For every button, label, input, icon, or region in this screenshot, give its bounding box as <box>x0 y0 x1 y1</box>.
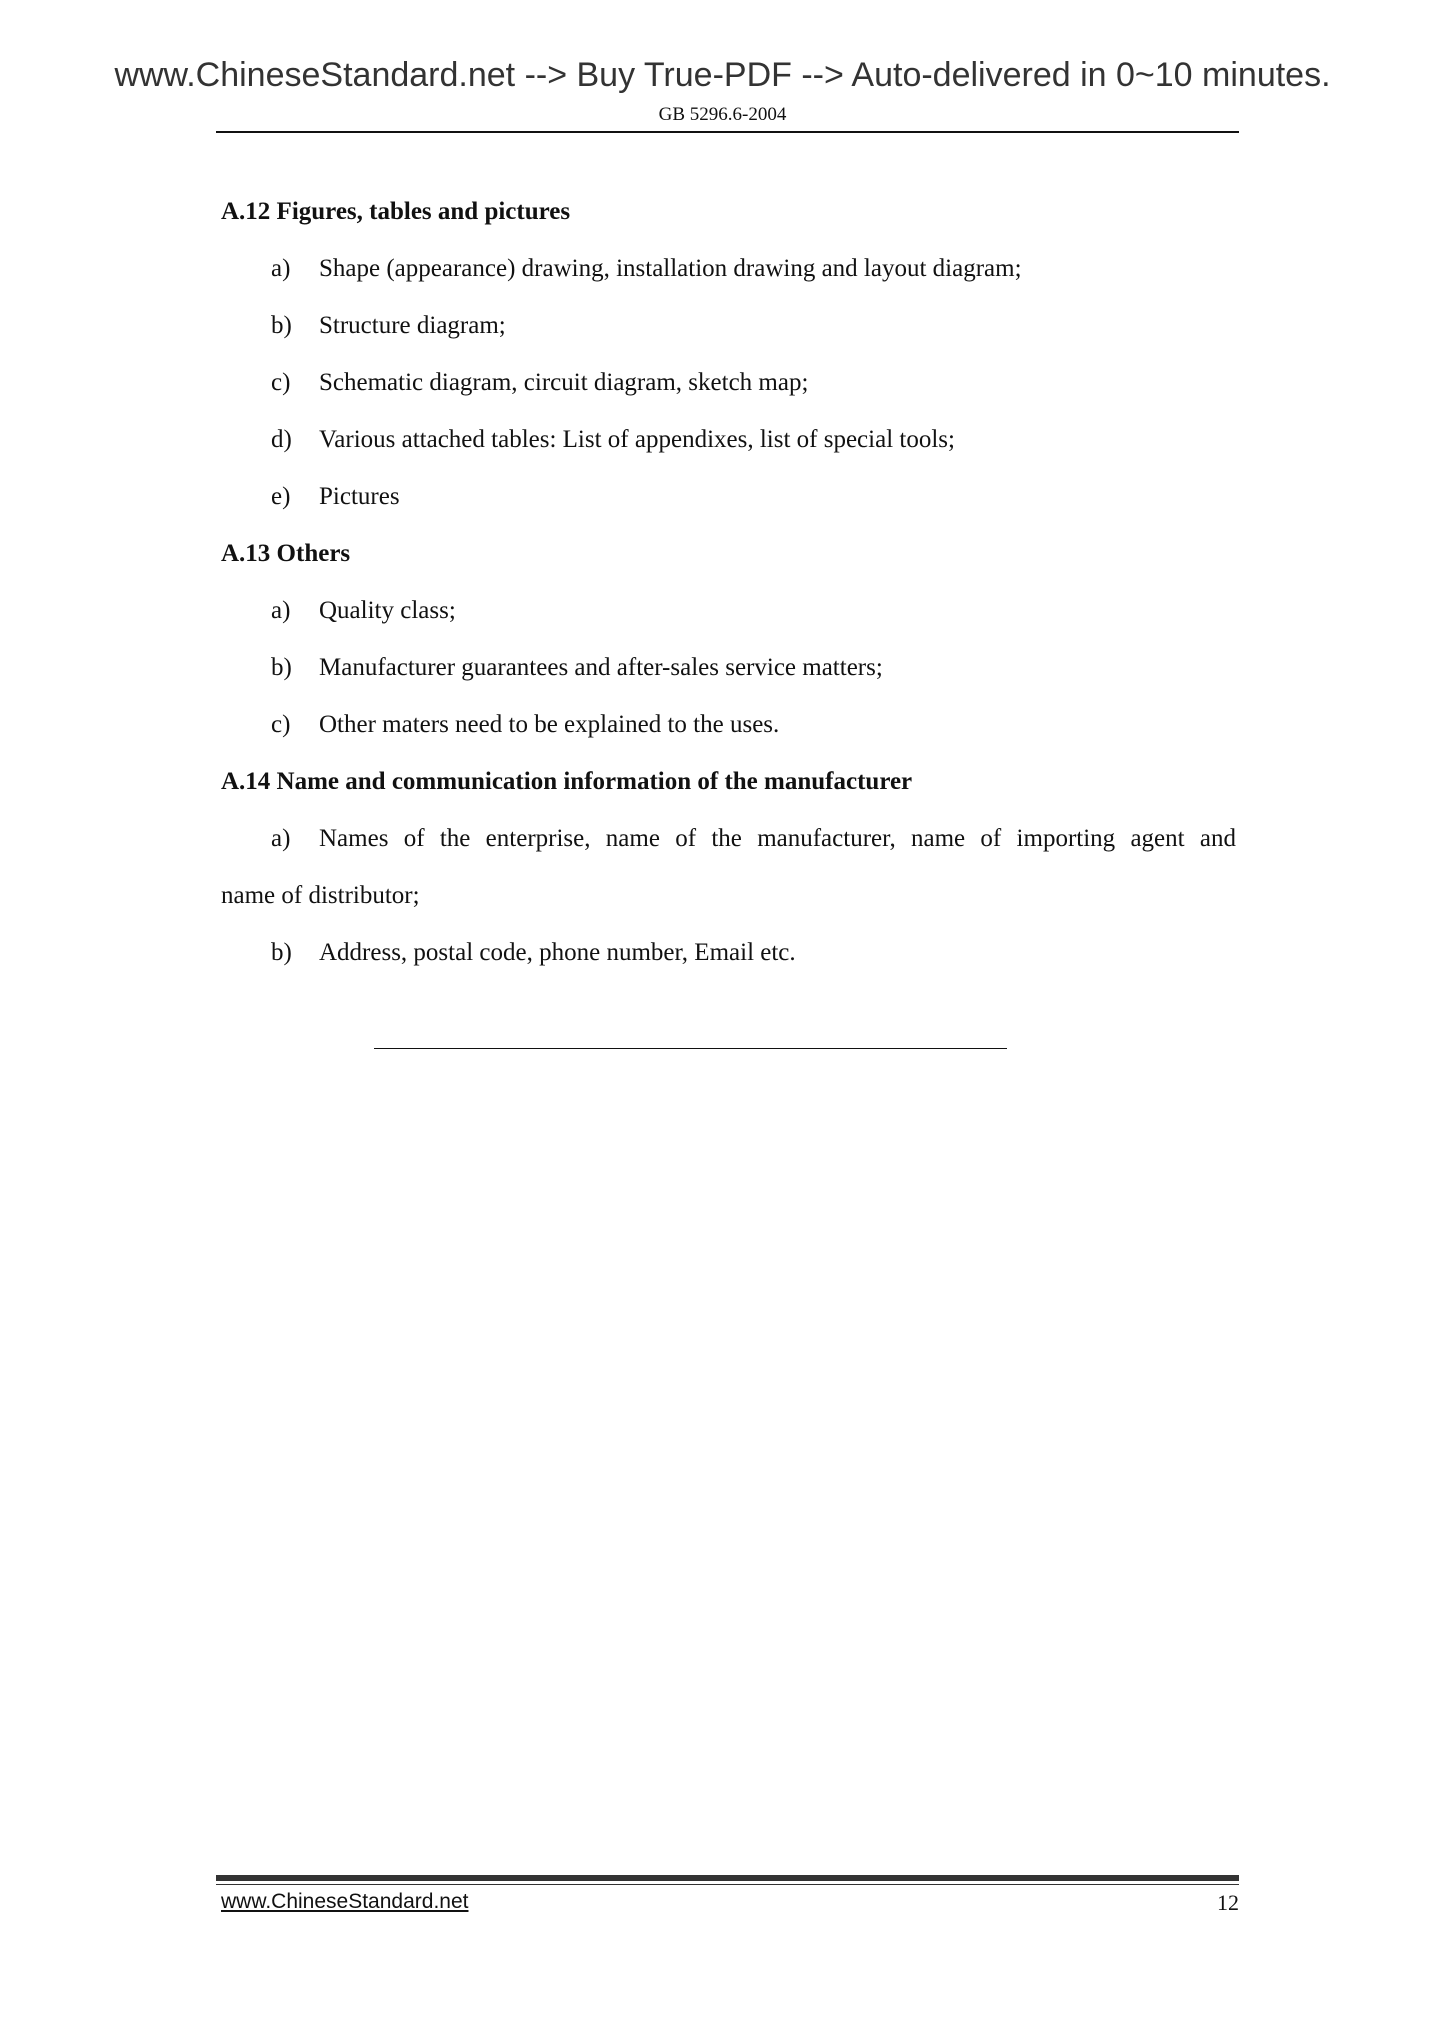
list-item-text: Shape (appearance) drawing, installation drawing and layout diagram; <box>319 255 1022 282</box>
list-marker: e) <box>271 483 291 510</box>
list-item-text: Quality class; <box>319 597 456 624</box>
list-marker: d) <box>271 426 292 453</box>
list-marker: a) <box>271 825 291 852</box>
list-item <box>221 411 1236 468</box>
list-marker: a) <box>271 597 291 624</box>
footer-divider-thin <box>216 1884 1239 1885</box>
top-banner[interactable]: www.ChineseStandard.net --> Buy True-PDF --> Auto-delivered in 0~10 minutes. <box>114 56 1331 94</box>
footer-divider-thick <box>216 1875 1239 1881</box>
list-marker: b) <box>271 939 292 966</box>
list-marker: a) <box>271 255 291 282</box>
page-number: 12 <box>1217 1890 1239 1915</box>
document-body <box>221 183 1236 981</box>
list-item-text: Names of the enterprise, name of the manufacturer, name of importing agent and <box>319 825 1236 852</box>
list-item <box>221 696 1236 753</box>
list-item-continuation: name of distributor; <box>221 882 420 909</box>
list-item-text: Structure diagram; <box>319 312 506 339</box>
list-marker: c) <box>271 711 291 738</box>
list-item <box>221 582 1236 639</box>
list-item <box>221 468 1236 525</box>
list-item-text: Pictures <box>319 483 400 510</box>
footer-website-link[interactable]: www.ChineseStandard.net <box>221 1890 469 1913</box>
list-item <box>221 297 1236 354</box>
list-marker: b) <box>271 312 292 339</box>
list-marker: b) <box>271 654 292 681</box>
list-item <box>221 639 1236 696</box>
section-title-a13: A.13 Others <box>221 540 351 567</box>
end-of-text-rule <box>374 1048 1007 1049</box>
list-item-text: Various attached tables: List of appendixes, list of special tools; <box>319 426 955 453</box>
standard-code: GB 5296.6-2004 <box>658 104 787 125</box>
section-title-a14: A.14 Name and communication information of the manufacturer <box>221 768 913 795</box>
list-item-text: Schematic diagram, circuit diagram, sketch map; <box>319 369 809 396</box>
list-item-text: Other maters need to be explained to the uses. <box>319 711 780 738</box>
list-item-text: Manufacturer guarantees and after-sales service matters; <box>319 654 883 681</box>
list-marker: c) <box>271 369 291 396</box>
header-divider <box>216 131 1239 133</box>
list-item <box>221 810 1236 924</box>
section-title-a12: A.12 Figures, tables and pictures <box>221 198 571 225</box>
list-item-text: Address, postal code, phone number, Email etc. <box>319 939 796 966</box>
list-item <box>221 240 1236 297</box>
list-item <box>221 354 1236 411</box>
list-item <box>221 924 1236 981</box>
